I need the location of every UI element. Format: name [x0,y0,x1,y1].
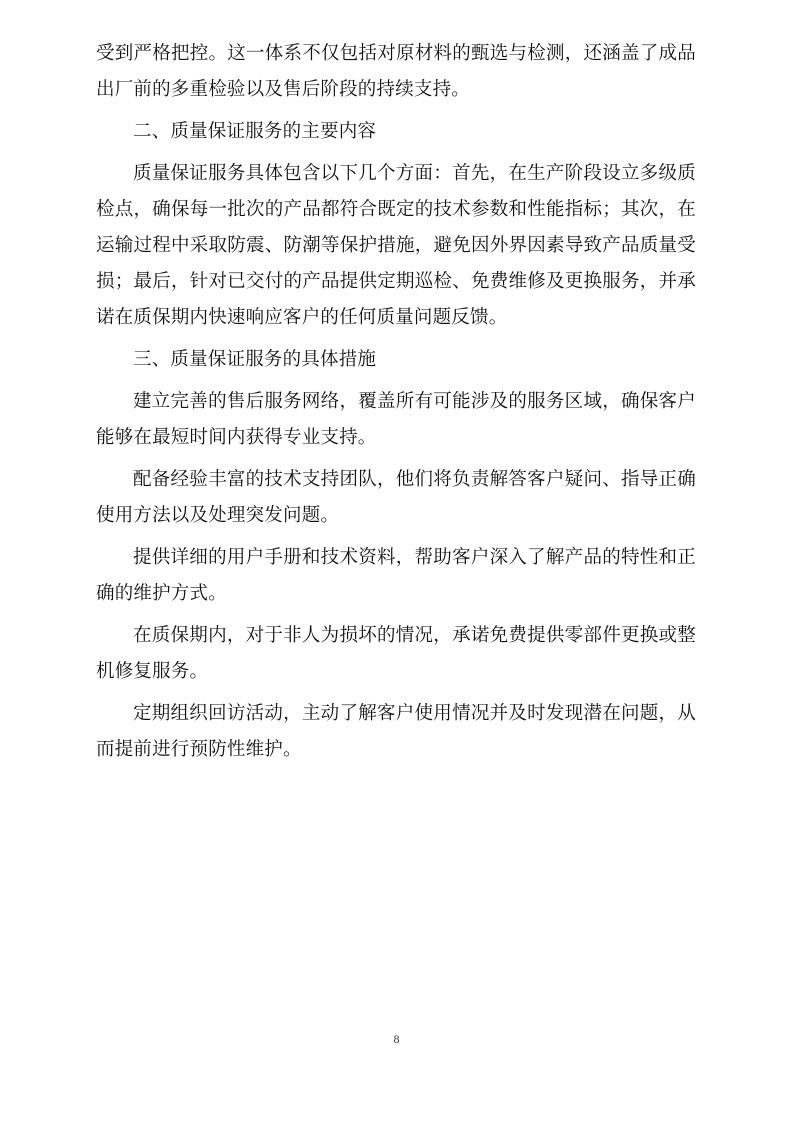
paragraph-measure-4: 在质保期内，对于非人为损坏的情况，承诺免费提供零部件更换或整机修复服务。 [96,625,696,682]
paragraph-measure-2: 配备经验丰富的技术支持团队，他们将负责解答客户疑问、指导正确使用方法以及处理突发问题。 [96,469,696,526]
paragraph-measure-5: 定期组织回访活动，主动了解客户使用情况并及时发现潜在问题，从而提前进行预防性维护。 [96,703,696,760]
paragraph-measure-3: 提供详细的用户手册和技术资料，帮助客户深入了解产品的特性和正确的维护方式。 [96,547,696,604]
page-number: 8 [393,1032,400,1046]
paragraph-measure-1: 建立完善的售后服务网络，覆盖所有可能涉及的服务区域，确保客户能够在最短时间内获得专业支持。 [96,391,696,448]
paragraph-continuation: 受到严格把控。这一体系不仅包括对原材料的甄选与检测，还涵盖了成品出厂前的多重检验以及售后阶段的持续支持。 [96,43,696,100]
section-heading-2: 二、质量保证服务的主要内容 [133,121,377,142]
document-body [96,36,696,774]
paragraph-main-content: 质量保证服务具体包含以下几个方面：首先，在生产阶段设立多级质检点，确保每一批次的产品都符合既定的技术参数和性能指标；其次，在运输过程中采取防震、防潮等保护措施，避免因外界因素导致产品质量受损；最后，针对已交付的产品提供定期巡检、免费维修及更换服务，并承诺在质保期内快速响应客户的任何质量问题反馈。 [96,163,696,328]
section-heading-3: 三、质量保证服务的具体措施 [133,349,377,370]
